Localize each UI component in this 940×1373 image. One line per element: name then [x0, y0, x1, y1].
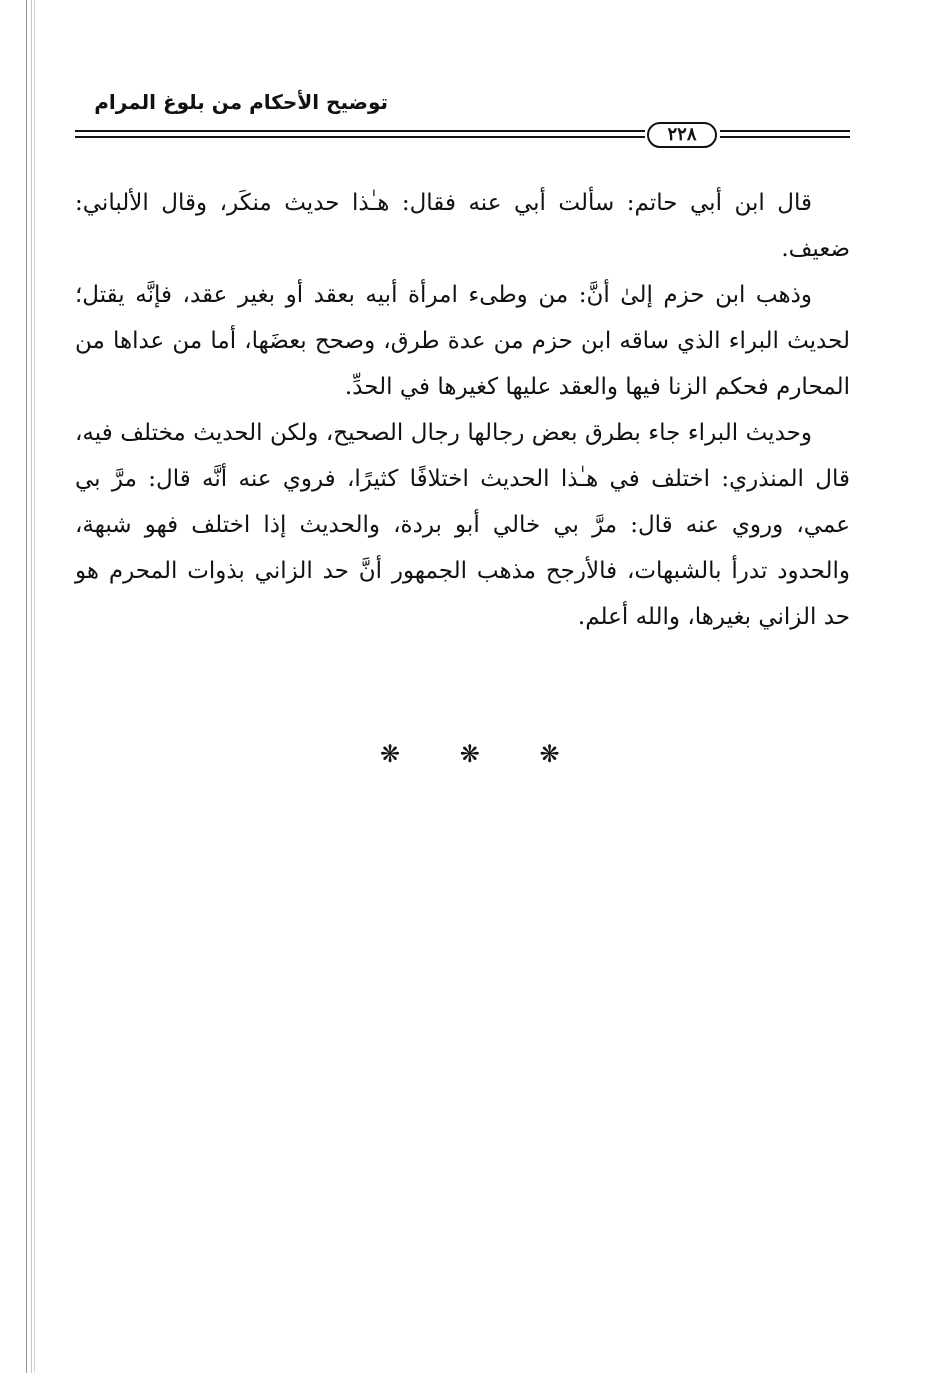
- page-number: ٢٢٨: [647, 122, 717, 148]
- header-rule-line: [75, 136, 645, 138]
- header-rule-line: [720, 136, 850, 138]
- section-separator: ❋ ❋ ❋: [380, 740, 586, 768]
- header-rule: [75, 122, 850, 150]
- scan-edge-line: [34, 0, 35, 1373]
- paragraph: وذهب ابن حزم إلىٰ أنَّ: من وطىء امرأة أبيه بعقد أو بغير عقد، فإنَّه يقتل؛ لحديث البراء الذي ساقه ابن حزم من عدة طرق، وصحح بعضَها، أما من عداها من المحارم فحكم الزنا فيها والعقد عليها كغيرها في الحدِّ.: [75, 282, 850, 400]
- scan-edge-line: [26, 0, 27, 1373]
- scan-edge-line: [31, 0, 32, 1373]
- paragraph: قال ابن أبي حاتم: سألت أبي عنه فقال: هـٰذا حديث منكَر، وقال الألباني: ضعيف.: [75, 190, 850, 262]
- running-title: توضيح الأحكام من بلوغ المرام: [94, 90, 388, 114]
- paragraph: وحديث البراء جاء بطرق بعض رجالها رجال الصحيح، ولكن الحديث مختلف فيه، قال المنذري: اختلف في هـٰذا الحديث اختلافًا كثيرًا، فروي عنه أنَّه قال: مرَّ بي عمي، وروي عنه قال: مرَّ بي خالي أبو بردة، والحديث إذا اختلف فهو شبهة، والحدود تدرأ بالشبهات، فالأرجح مذهب الجمهور أنَّ حد الزاني بذوات المحرم هو حد الزاني بغيرها، والله أعلم.: [75, 420, 850, 630]
- header-rule-line: [720, 130, 850, 132]
- body-text: [75, 180, 850, 640]
- header-rule-line: [75, 130, 645, 132]
